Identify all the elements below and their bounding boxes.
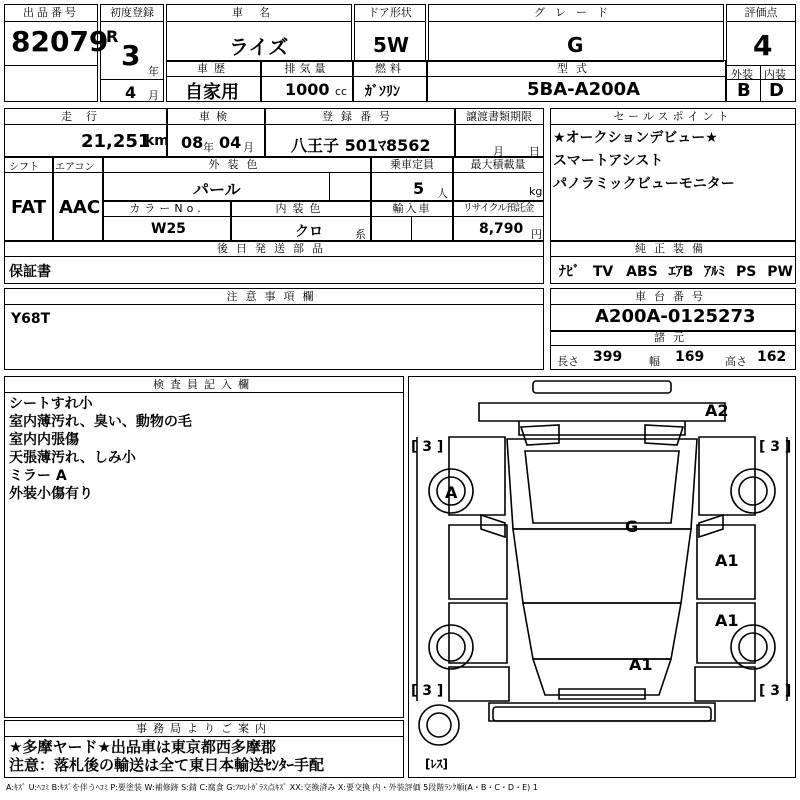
interior-color-cell: 内装色 クロ 系 [230, 200, 372, 242]
car-diagram [408, 376, 796, 778]
insp-month: 04 [219, 133, 242, 152]
lot-number: 82079 [11, 25, 109, 58]
car-name-cell: 車名 ライズ [166, 4, 352, 62]
model-cell: 型式 5BA-A200A [426, 60, 726, 102]
sales-point-line: ★オークションデビュー★ [553, 130, 718, 146]
equipment-item: ABS [626, 264, 658, 280]
first-reg-label: 初度登録 [110, 6, 154, 19]
car-name: ライズ [229, 35, 289, 59]
sales-point-line: スマートアシスト [553, 153, 664, 169]
reg-year: 3 [121, 39, 141, 72]
tire-rl: [ 3 ] [411, 683, 444, 699]
car-outline-drawing [409, 377, 795, 777]
equipment-item: ｴｱB [668, 264, 694, 280]
fuel: ｶﾞｿﾘﾝ [365, 84, 400, 100]
door-type: 5W [373, 33, 409, 57]
equipment-cell: 純正装備 ﾅﾋﾞ TV ABS ｴｱB ｱﾙﾐ PS PW [550, 240, 796, 284]
capacity: 5 [413, 179, 425, 198]
sales-point-line: パノラミックビューモニター [553, 176, 735, 192]
inspector-line: 天張薄汚れ、しみ小 [9, 450, 136, 466]
load-cell: 最大積載量 kg [452, 156, 544, 202]
office-line: ★多摩ヤード★出品車は東京都西多摩郡 [9, 738, 276, 756]
mark-front-left-wheel: A [445, 483, 458, 502]
lot-number-cell [4, 4, 109, 102]
transfer-cell: 譲渡書類期限 月 日 [454, 108, 544, 158]
history-cell: 車歴 自家用 [166, 60, 262, 102]
model: 5BA-A200A [527, 79, 641, 100]
recycle-fee: 8,790 [479, 221, 524, 237]
capacity-cell: 乗車定員 5 人 [370, 156, 454, 202]
score: 4 [753, 29, 773, 62]
notes: Y68T [11, 311, 51, 327]
later-parts: 保証書 [9, 264, 51, 280]
era: R [106, 27, 119, 46]
mark-right-front-door: A1 [715, 551, 739, 570]
air-conditioner: AAC [59, 197, 101, 218]
length: 399 [593, 349, 623, 365]
office-line: 注意：落札後の輸送は全て東日本輸送ｾﾝﾀｰ手配 [9, 756, 325, 774]
fuel-cell: 燃料 ｶﾞｿﾘﾝ [352, 60, 428, 102]
notes-cell: 注意事項欄 Y68T [4, 288, 544, 370]
reg-month: 4 [125, 83, 137, 102]
tire-fr: [ 3 ] [759, 439, 792, 455]
mileage-cell: 走行 21,251 km [4, 108, 168, 158]
mark-front-bumper: A2 [705, 401, 729, 420]
plate-number: 八王子 501ﾏ8562 [291, 136, 431, 155]
inspector-cell: 検査員記入欄 シートすれ小 室内薄汚れ、臭い、動物の毛 室内内張傷 天張薄汚れ、しみ小 ミラー A 外装小傷有り [4, 376, 404, 718]
chassis-number: A200A-0125273 [595, 306, 756, 327]
insp-year: 08 [181, 133, 204, 152]
inspector-line: 室内内張傷 [9, 432, 79, 448]
inspection-cell: 車検 08 年 04 月 [166, 108, 266, 158]
legend: A:ｷｽﾞ U:ﾍｺﾐ B:ｷｽﾞを伴うﾍｺﾐ P:要塗装 W:補修跡 S:錆 C:腐食 G:ﾌﾛﾝﾄｶﾞﾗｽ点ｷｽﾞ XX:交換済み X:要交換 内・外装評価 5段階ﾗﾝｸ順(A・B・C・D・E) 1 [6, 783, 538, 792]
inspector-line: 外装小傷有り [9, 486, 93, 502]
mileage: 21,251 [81, 131, 151, 152]
specs-cell: 諸元 長さ 399 幅 169 高さ 162 [550, 330, 796, 370]
interior-color: クロ [295, 224, 323, 240]
equipment-item: ｱﾙﾐ [704, 264, 726, 280]
color-number: W25 [151, 221, 186, 237]
door-cell: ドア形状 5W [354, 4, 426, 62]
shift-cell: シフト FAT [4, 156, 54, 242]
width: 169 [675, 349, 705, 365]
equipment-item: ﾅﾋﾞ [559, 264, 580, 280]
import-cell: 輸入車 [370, 200, 454, 242]
equipment-item: TV [592, 264, 614, 280]
plate-cell: 登録番号 八王子 501ﾏ8562 [264, 108, 456, 158]
mark-hood: G [625, 517, 639, 536]
color-number-cell: カラーNo. W25 [102, 200, 232, 242]
displacement-cell: 排気量 1000 cc [260, 60, 354, 102]
first-registration-cell [100, 4, 164, 102]
month-unit: 月 [148, 89, 159, 102]
equipment-item: PS [736, 264, 757, 280]
interior-score: D [769, 80, 784, 101]
mark-right-rear-door: A1 [715, 611, 739, 630]
height: 162 [757, 349, 787, 365]
tire-rr: [ 3 ] [759, 683, 792, 699]
lot-label: 出品番号 [23, 6, 79, 19]
office-cell: 事務局よりご案内 ★多摩ヤード★出品車は東京都西多摩郡 注意：落札後の輸送は全て東日本輸送ｾﾝﾀｰ手配 [4, 720, 404, 778]
shift: FAT [11, 197, 47, 218]
equipment-item: PW [767, 264, 793, 280]
exterior-color: パール [193, 180, 241, 199]
year-unit: 年 [148, 65, 159, 78]
chassis-cell: 車台番号 A200A-0125273 [550, 288, 796, 332]
grade: G [567, 33, 584, 57]
inspector-line: ミラー A [9, 468, 67, 484]
exterior-score: B [737, 80, 751, 101]
mark-roof: A1 [629, 655, 653, 674]
displacement: 1000 [285, 80, 330, 99]
exterior-color-cell: 外装色 パール [102, 156, 372, 202]
later-parts-cell: 後日発送部品 保証書 [4, 240, 544, 284]
tire-fl: [ 3 ] [411, 439, 444, 455]
score-cell: 評価点 4 外装 内装 B D [726, 4, 796, 102]
recycle-cell: リサイクル預託金 8,790 円 [452, 200, 544, 242]
sales-points-cell: セールスポイント ★オークションデビュー★ スマートアシスト パノラミックビューモニター [550, 108, 796, 242]
spare-tire: [ﾚｽ] [425, 757, 448, 771]
ac-cell: エアコン AAC [52, 156, 104, 242]
history: 自家用 [185, 82, 239, 103]
inspector-line: シートすれ小 [9, 396, 93, 412]
inspector-line: 室内薄汚れ、臭い、動物の毛 [9, 414, 192, 430]
grade-cell: グレード G [428, 4, 724, 62]
